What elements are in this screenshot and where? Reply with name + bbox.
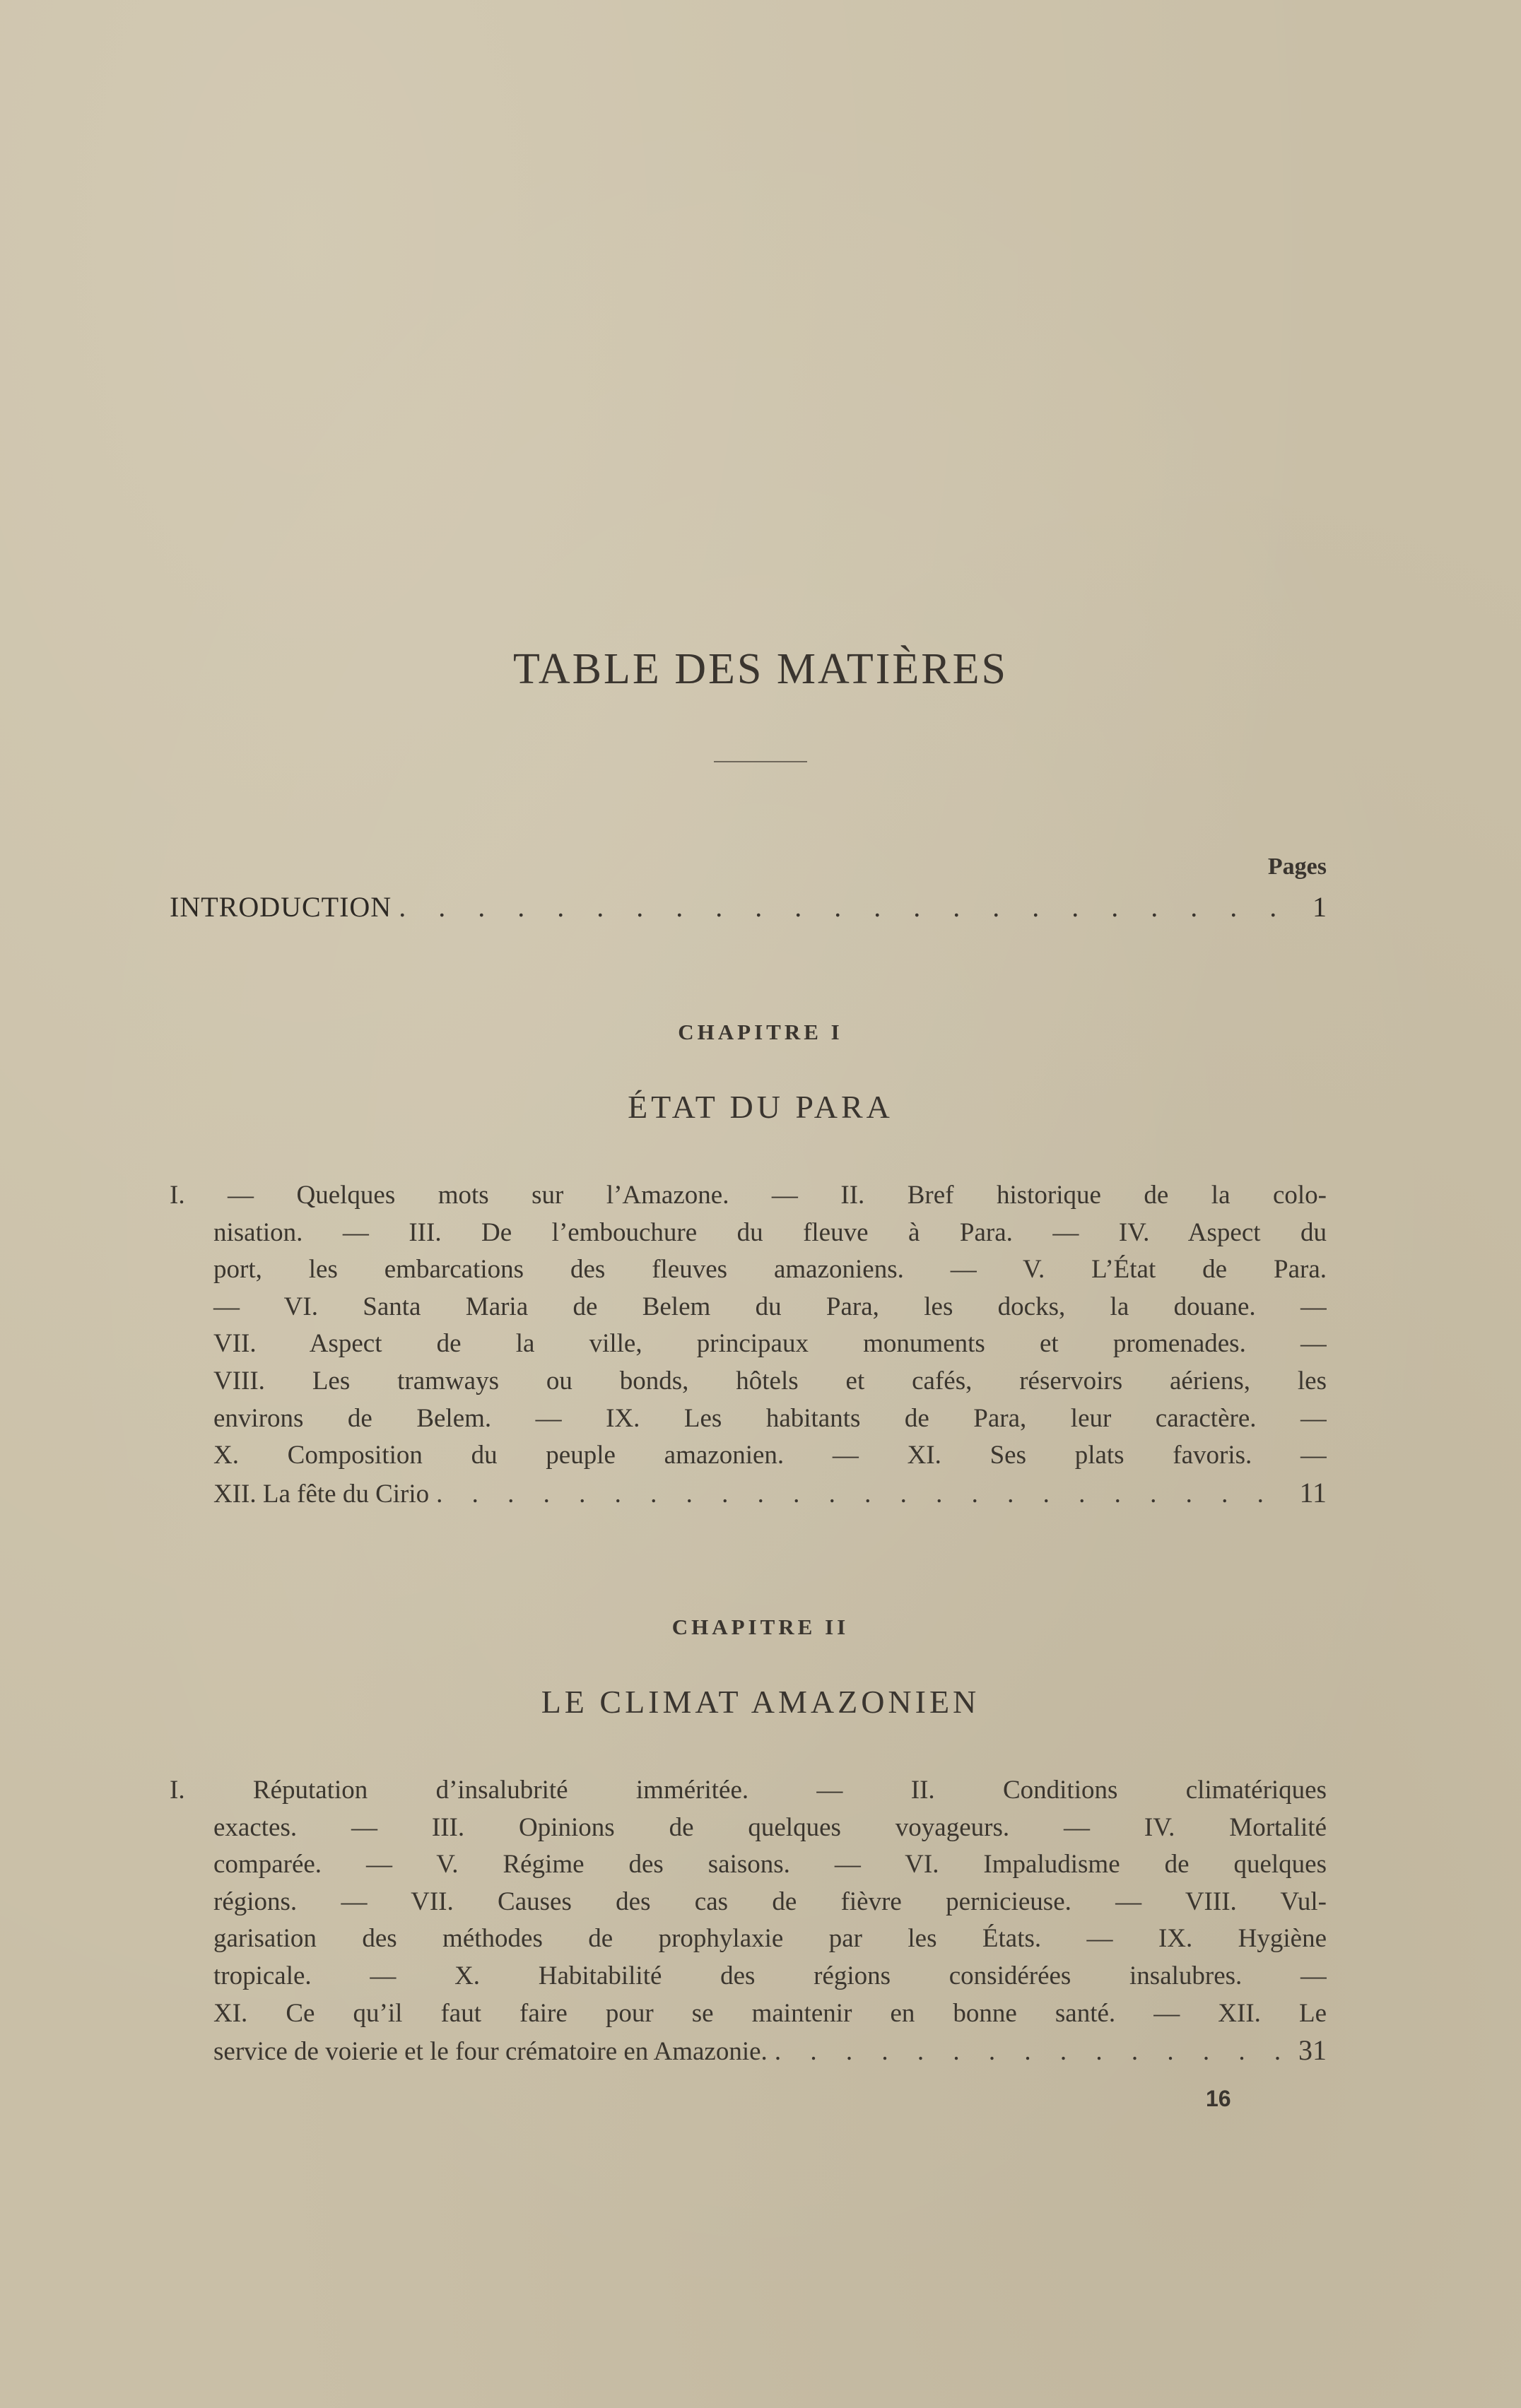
toc-entry-page: 31 (1298, 2034, 1327, 2067)
summary-line: service de voierie et le four crématoire en Amazonie. (213, 2037, 768, 2067)
dot-leader (429, 1476, 1286, 1512)
summary-line: comparée. — V. Régime des saisons. — VI. Impaludisme de quelques (213, 1850, 1327, 1879)
summary-line: nisation. — III. De l’embouchure du fleuve à Para. — IV. Aspect du (213, 1217, 1327, 1247)
summary-line: X. Composition du peuple amazonien. — XI. Ses plats favoris. — (213, 1441, 1327, 1470)
summary-line: garisation des méthodes de prophylaxie par les États. — IX. Hygiène (213, 1924, 1327, 1954)
chapter-summary (170, 1772, 1327, 2070)
summary-line: VIII. Les tramways ou bonds, hôtels et cafés, réservoirs aériens, les (213, 1366, 1327, 1395)
summary-line: tropicale. — X. Habitabilité des régions considérées insalubres. — (213, 1961, 1327, 1990)
dot-leader (768, 2034, 1286, 2070)
toc-entry-page: 1 (1312, 891, 1327, 923)
chapter-label: CHAPITRE I (678, 1020, 843, 1044)
toc-entry-page: 11 (1299, 1476, 1327, 1509)
summary-line: XI. Ce qu’il faut faire pour se maintenir en bonne santé. — XII. Le (213, 1998, 1327, 2028)
chapter-title: LE CLIMAT AMAZONIEN (541, 1684, 980, 1720)
summary-line: — VI. Santa Maria de Belem du Para, les docks, la douane. — (213, 1292, 1327, 1321)
chapter-title: ÉTAT DU PARA (628, 1089, 893, 1125)
summary-line: XII. La fête du Cirio (213, 1479, 430, 1509)
toc-entry-introduction (170, 890, 1327, 923)
chapter-summary (170, 1177, 1327, 1511)
dot-leader (392, 890, 1300, 923)
page-title: TABLE DES MATIÈRES (512, 645, 1009, 693)
summary-line: exactes. — III. Opinions de quelques voyageurs. — IV. Mortalité (213, 1812, 1327, 1842)
summary-last-line (170, 1475, 1327, 1512)
summary-line: I. — Quelques mots sur l’Amazone. — II. Bref historique de la colo- (170, 1181, 1327, 1210)
chapter-label: CHAPITRE II (671, 1615, 850, 1639)
summary-line: I. Réputation d’insalubrité imméritée. — II. Conditions climatériques (170, 1776, 1327, 1805)
summary-line: VII. Aspect de la ville, principaux monuments et promenades. — (213, 1329, 1327, 1359)
signature-mark: 16 (1206, 2086, 1231, 2111)
pages-column-header: Pages (1267, 854, 1327, 880)
summary-line: régions. — VII. Causes des cas de fièvre pernicieuse. — VIII. Vul- (213, 1887, 1327, 1916)
summary-line: port, les embarcations des fleuves amazoniens. — V. L’État de Para. (213, 1255, 1327, 1285)
title-divider (714, 761, 807, 762)
toc-entry-label: INTRODUCTION (170, 891, 392, 923)
summary-last-line (170, 2032, 1327, 2070)
summary-line: environs de Belem. — IX. Les habitants de Para, leur caractère. — (213, 1403, 1327, 1433)
